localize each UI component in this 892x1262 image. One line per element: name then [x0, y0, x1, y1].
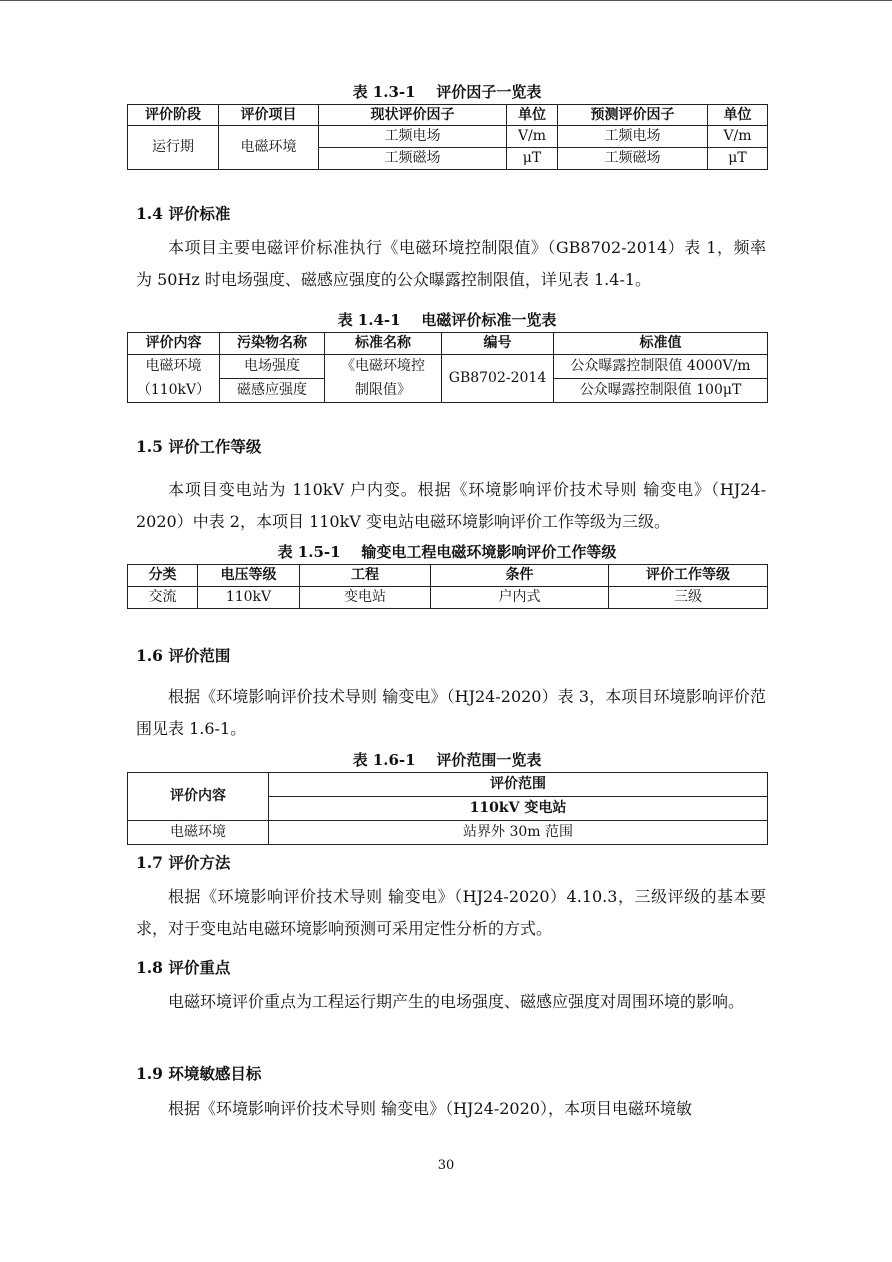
stage-cell: 运行期 [128, 126, 219, 170]
header-cell: 110kV 变电站 [269, 797, 768, 821]
table-cell: 磁感应强度 [220, 379, 325, 403]
header-cell: 分类 [128, 565, 198, 587]
std-name-line2: 制限值》 [325, 379, 442, 403]
table-cell: 交流 [128, 587, 198, 609]
section-heading-1-8: 1.8 评价重点 [136, 958, 231, 977]
page-number: 30 [437, 1158, 455, 1173]
header-cell: 标准名称 [325, 333, 442, 355]
table-1-4-1 [127, 332, 768, 403]
header-cell: 电压等级 [198, 565, 300, 587]
table-cell: 电场强度 [220, 355, 325, 379]
table-cell: 工频电场 [558, 126, 708, 148]
paragraph-1-9: 根据《环境影响评价技术导则 输变电》（HJ24-2020），本项目电磁环境敏 [168, 1099, 692, 1118]
header-cell: 条件 [431, 565, 609, 587]
section-heading-1-4: 1.4 评价标准 [136, 204, 231, 223]
table-1-5-1 [127, 564, 768, 609]
paragraph-1-4: 本项目主要电磁评价标准执行《电磁环境控制限值》（GB8702-2014）表 1，频率为 50Hz 时电场强度、磁感应强度的公众曝露控制限值，详见表 1.4-1。 [136, 238, 766, 289]
section-heading-1-5: 1.5 评价工作等级 [136, 437, 262, 456]
paragraph-1-5: 本项目变电站为 110kV 户内变。根据《环境影响评价技术导则 输变电》（HJ24-2020）中表 2，本项目 110kV 变电站电磁环境影响评价工作等级为三级。 [136, 480, 766, 531]
header-cell: 评价工作等级 [609, 565, 768, 587]
header-cell: 评价阶段 [128, 105, 219, 126]
table-cell: 110kV [198, 587, 300, 609]
table-1-5-1-caption: 表 1.5-1 输变电工程电磁环境影响评价工作等级 [277, 543, 617, 561]
header-cell: 预测评价因子 [558, 105, 708, 126]
header-cell: 工程 [300, 565, 431, 587]
code-cell: GB8702-2014 [442, 355, 554, 403]
table-cell: 公众曝露控制限值 100μT [554, 379, 768, 403]
section-heading-1-6: 1.6 评价范围 [136, 646, 231, 665]
table-cell: 公众曝露控制限值 4000V/m [554, 355, 768, 379]
section-heading-1-7: 1.7 评价方法 [136, 853, 231, 872]
header-cell: 污染物名称 [220, 333, 325, 355]
header-cell: 单位 [507, 105, 558, 126]
table-cell: 站界外 30m 范围 [269, 821, 768, 845]
header-cell: 编号 [442, 333, 554, 355]
table-cell: 三级 [609, 587, 768, 609]
header-cell: 评价范围 [269, 773, 768, 797]
section-heading-1-9: 1.9 环境敏感目标 [136, 1064, 262, 1083]
table-cell: 户内式 [431, 587, 609, 609]
paragraph-1-7: 根据《环境影响评价技术导则 输变电》（HJ24-2020）4.10.3，三级评级的基本要求，对于变电站电磁环境影响预测可采用定性分析的方式。 [136, 887, 766, 938]
table-cell: 变电站 [300, 587, 431, 609]
header-cell: 现状评价因子 [319, 105, 507, 126]
table-cell: V/m [708, 126, 768, 148]
item-cell: 电磁环境 [219, 126, 319, 170]
header-cell: 标准值 [554, 333, 768, 355]
table-cell: μT [507, 148, 558, 170]
table-1-3-1-caption: 表 1.3-1 评价因子一览表 [352, 83, 542, 101]
content-cell-line1: 电磁环境 [128, 355, 220, 379]
header-cell: 评价内容 [128, 333, 220, 355]
table-cell: 工频磁场 [558, 148, 708, 170]
table-cell: μT [708, 148, 768, 170]
table-cell: V/m [507, 126, 558, 148]
table-1-6-1-caption: 表 1.6-1 评价范围一览表 [352, 751, 542, 769]
std-name-line1: 《电磁环境控 [325, 355, 442, 379]
table-1-6-1 [127, 772, 768, 845]
content-cell-line2: （110kV） [128, 379, 220, 403]
paragraph-1-6: 根据《环境影响评价技术导则 输变电》（HJ24-2020）表 3，本项目环境影响评价范围见表 1.6-1。 [136, 687, 766, 738]
page-top-rule [0, 0, 892, 1]
header-cell: 评价内容 [128, 773, 269, 821]
paragraph-1-8: 电磁环境评价重点为工程运行期产生的电场强度、磁感应强度对周围环境的影响。 [168, 992, 745, 1011]
table-1-3-1 [127, 104, 768, 170]
table-cell: 电磁环境 [128, 821, 269, 845]
header-cell: 单位 [708, 105, 768, 126]
table-1-4-1-caption: 表 1.4-1 电磁评价标准一览表 [337, 311, 557, 329]
table-cell: 工频电场 [319, 126, 507, 148]
header-cell: 评价项目 [219, 105, 319, 126]
table-cell: 工频磁场 [319, 148, 507, 170]
